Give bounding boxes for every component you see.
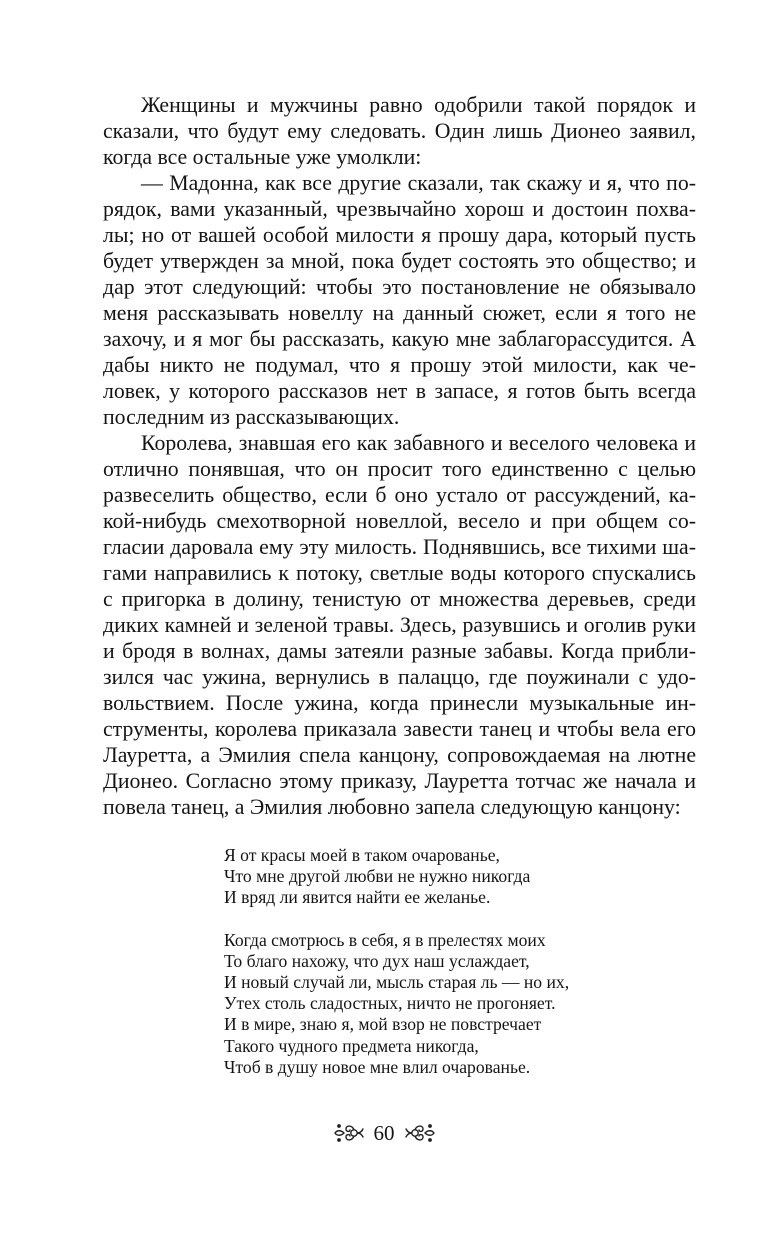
verse-line: И вряд ли явится найти ее желанье. — [224, 887, 491, 908]
verse-line: И в мире, знаю я, мой взор не повстречает — [224, 1014, 542, 1035]
verse-line: Что мне другой любви не нужно никогда — [224, 866, 531, 887]
verse-line: Утех столь сладостных, ничто не прогоняет. — [224, 993, 556, 1014]
page-footer — [0, 1120, 768, 1146]
verse-line: Чтоб в душу новое мне влил очарованье. — [224, 1056, 531, 1077]
paragraph: Женщины и мужчины равно одобрили такой порядок и сказали, что будут ему следовать. Один лишь Дионео заявил, когда все остальные уже умолкли: — [103, 93, 696, 169]
verse-line: Я от красы моей в таком очарованье, — [224, 845, 500, 865]
stanza — [224, 930, 696, 1078]
page-number: 60 — [373, 1121, 395, 1145]
prose-block — [103, 92, 696, 820]
canzone-poem — [224, 845, 696, 1078]
paragraph: Королева, знавшая его как забавного и веселого человека и отлично понявшая, что он просит того единственно с целью развеселить общество, если б оно устало от рассуждений, какой-нибудь смехотворной новеллой, весело и при общем согласии даровала ему эту милость. Поднявшись, все тихими шагами направились к потоку, светлые воды которого спускались с пригорка в долину, тенистую от множества деревьев, среди диких камней и зеленой травы. Здесь, разувшись и оголив руки и бродя в волнах, дамы затеяли разные забавы. Когда приблизился час ужина, вернулись в палаццо, где поужинали с удовольствием. После ужина, когда принесли музыкальные инструменты, королева приказала завести танец и чтобы вела его Лауретта, а Эмилия спела канцону, сопровождаемая на лютне Дионео. Согласно этому приказу, Лауретта тотчас же начала и повела танец, а Эмилия любовно запела следующую канцону: — [103, 431, 696, 819]
verse-line: Такого чудного предмета никогда, — [224, 1035, 479, 1056]
paragraph: — Мадонна, как все другие сказали, так скажу и я, что порядок, вами указанный, чрезвычайно хорош и достоин похвалы; но от вашей особой милости я прошу дара, который пусть будет утвержден за мной, пока будет состоять это общество; и дар этот следующий: чтобы это постановление не обязывало меня рассказывать новеллу на данный сюжет, если я того не захочу, и я мог бы рассказать, какую мне заблагорассудится. А дабы никто не подумал, что я прошу этой милости, как человек, у которого рассказов нет в запасе, я готов быть всегда последним из рассказывающих. — [103, 171, 696, 429]
floral-ornament-icon — [403, 1120, 437, 1146]
page-body — [103, 92, 696, 1078]
verse-line: То благо нахожу, что дух наш услаждает, — [224, 950, 530, 971]
stanza — [224, 845, 696, 909]
floral-ornament-icon — [332, 1120, 366, 1146]
verse-line: И новый случай ли, мысль старая ль — но их, — [224, 972, 570, 993]
verse-line: Когда смотрюсь в себя, я в прелестях моих — [224, 929, 546, 950]
